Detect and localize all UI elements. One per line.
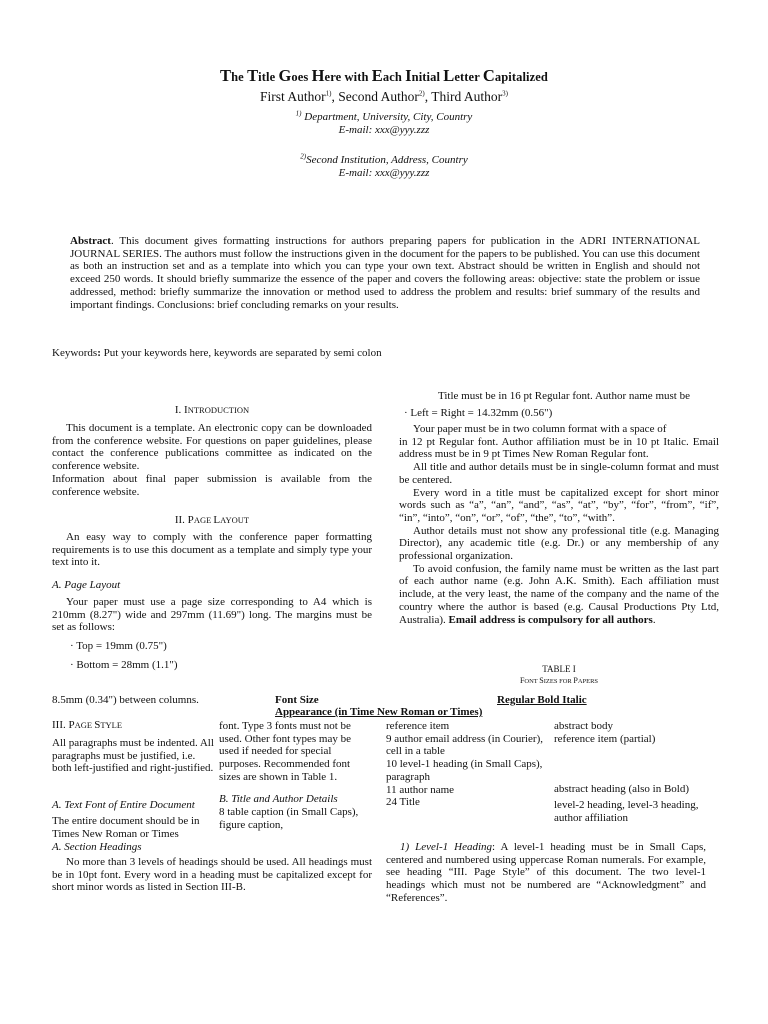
family-name-paragraph: To avoid confusion, the family name must be written as the last part of each author name (e.g. John A.K. Smith). Each affiliation must include, at the very least, the name of the company and the name of the country where the author is based (e.g. Causal Productions Pty Ltd, Australia). Email address is compulsory for all authors. [399,562,719,626]
abstract-label: Abstract [70,235,111,247]
bottom-margin-item: · Bottom = 28mm (1.1") [70,659,178,671]
level-1-heading-paragraph: 1) Level-1 Heading: A level-1 heading must be in Small Caps, centered and numbered using uppercase Roman numerals. For example, see heading “III. Page Style” of this document. The two level-1 headings which must not be numbered are “Acknowledgment” and “References”. [386,841,706,904]
intro-paragraph-1: This document is a template. An electronic copy can be downloaded from the conference website. For questions on paper guidelines, please contact the conference publications committee as indicated on the conference website. [52,422,372,473]
intro-paragraphs [52,422,372,498]
subsection-text-font: A. Text Font of Entire Document [52,799,195,811]
author-details-paragraph: Author details must not show any professional title (e.g. Managing Director), any academic title (e.g. Dr.) or any membership of any professional organization. [399,524,719,563]
table-header-font-size: Font Size [275,694,319,706]
section-headings-paragraph: No more than 3 levels of headings should be used. All headings must be in 10pt font. Every word in a heading must be capitalized except for short minor words as listed in Section III-B. [52,856,372,894]
right-column-paragraphs [399,423,719,626]
title-font-line: Title must be in 16 pt Regular font. Author name must be [438,390,690,402]
keywords: Keywords: Put your keywords here, keywords are separated by semi colon [52,347,382,359]
table-label: TABLE I [542,664,576,674]
top-margin-item: · Top = 19mm (0.75") [70,640,167,652]
table-header-appearance: Appearance (in Time New Roman or Times) [275,706,483,718]
affiliation-2: $^{2)}$Second Institution, Address, Country E-mail: xxx@yyy.zzz [0,154,768,180]
font-size-paragraph: in 12 pt Regular font. Author affiliation must be in 10 pt Italic. Email address must be in 9 pt Times New Roman Regular font. [399,435,719,461]
layout-paragraph-2: Your paper must use a page size corresponding to A4 which is 210mm (8.27") wide and 297mm (11.69") long. The margins must be set as follows: [52,596,372,634]
affiliation-1: $^{1)}$ Department, University, City, Country E-mail: xxx@yyy.zzz [0,111,768,137]
paper-title: The Title Goes Here with Each Initial Letter Capitalized [220,66,548,85]
left-right-margin-item: · Left = Right = 14.32mm (0.56") [404,407,553,419]
text-font-paragraph: The entire document should be in Times New Roman or Times [52,815,200,840]
subsection-page-layout: A. Page Layout [52,579,121,591]
title-details-paragraph: All title and author details must be in single-column format and must be centered. [399,461,719,486]
table-header-regular-bold-italic: Regular Bold Italic [497,694,587,706]
table-caption: FONT SIZES FOR PAPERS [519,676,599,685]
section-introduction-heading: I. INTRODUCTION [174,404,250,416]
table-caption-line: 8 table caption (in Small Caps), figure caption, [219,806,359,831]
page-style-paragraph: All paragraphs must be indented. All paragraphs must be justified, i.e. both left-justified and right-justified. [52,737,214,775]
subsection-section-headings: A. Section Headings [52,841,142,853]
abstract-text: . This document gives formatting instructions for authors preparing papers for publication in the ADRI INTERNATIONAL JOURNAL SERIES. The authors must follow the instructions given in the document for the papers to be published. You can use this document as both an instruction set and as a template into which you can type your own text. Abstract should be written in English and should not exceed 250 words. It should briefly summarize the essence of the paper and covers the following areas: objective: state the problem or issue addressed, method: briefly summarize the innovation or method used to address the problem and results: brief summary of the results and important findings. Conclusions: brief concluding remarks on your results. [70,235,700,311]
table-column-2: reference item 9 author email address (in Courier), cell in a table 10 level-1 heading (in Small Caps), paragraph 11 author name 24 Title [386,720,544,809]
table-column-3: abstract body reference item (partial) abstract heading (also in Bold) level-2 heading, level-3 heading, author affiliation [554,720,699,824]
column-spacing-line: 8.5mm (0.34") between columns. [52,694,199,706]
font-continuation-paragraph: font. Type 3 fonts must not be used. Other font types may be used if needed for special purposes. Recommended font sizes are shown in Table 1. [219,720,351,783]
capitalization-paragraph: Every word in a title must be capitalized except for short minor words such as “a”, “an”, “and”, “as”, “at”, “by”, “for”, “from”, “if”, “in”, “into”, “on”, “or”, “of”, “the”, “to”, “with”. [399,486,719,524]
layout-paragraph-1: An easy way to comply with the conference paper formatting requirements is to use this document as a template and simply type your text into it. [52,531,372,569]
author-list: First Author$^{1)}$, Second Author$^{2)}$, Third Author$^{3)}$ [260,89,508,104]
section-page-style-heading: III. PAGE STYLE [52,719,123,731]
abstract [70,235,700,311]
affiliation-1-email: E-mail: xxx@yyy.zzz [338,124,430,136]
two-column-paragraph: Your paper must be in two column format with a space of [413,423,667,435]
intro-paragraph-2: Information about final paper submission is available from the conference website. [52,472,372,498]
section-page-layout-heading: II. PAGE LAYOUT [174,514,250,526]
affiliation-2-email: E-mail: xxx@yyy.zzz [338,167,430,179]
subsection-title-author-details: B. Title and Author Details [219,793,338,805]
